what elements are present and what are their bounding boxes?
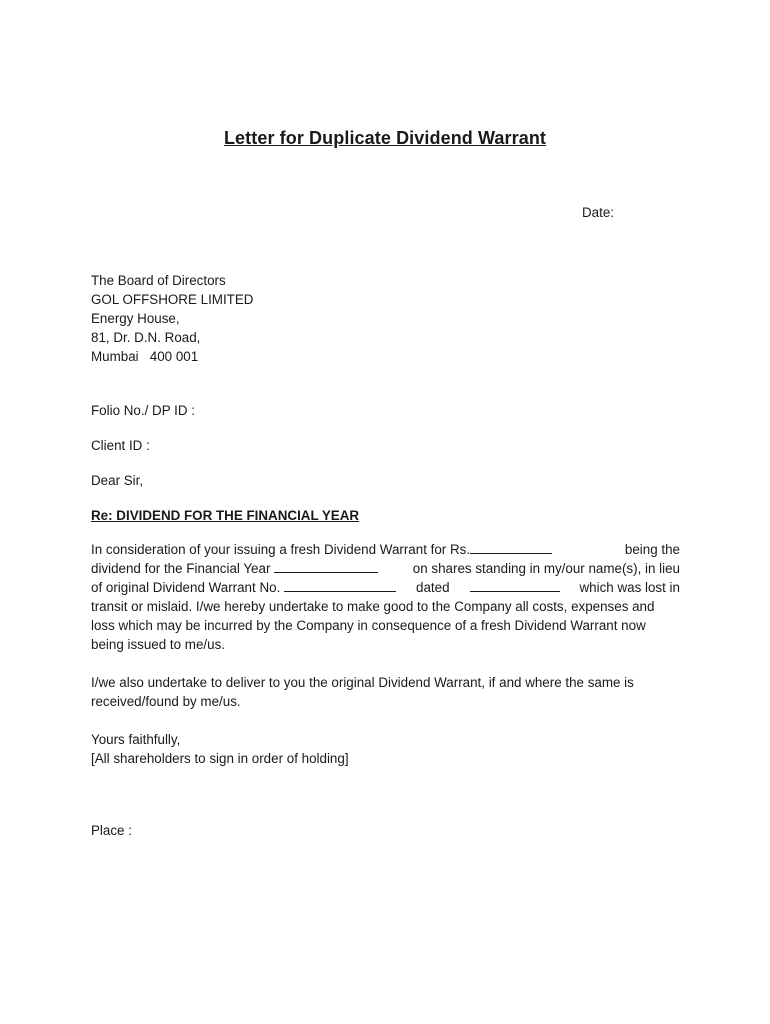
paragraph-line: [91, 673, 680, 692]
warrant-number-blank: [284, 578, 396, 592]
dated-blank: [470, 578, 560, 592]
paragraph-text: being issued to me/us.: [91, 637, 225, 652]
address-line-4: 81, Dr. D.N. Road,: [91, 330, 201, 345]
salutation: Dear Sir,: [91, 473, 144, 488]
subject-line: Re: DIVIDEND FOR THE FINANCIAL YEAR: [91, 508, 360, 523]
closing-line-1: Yours faithfully,: [91, 732, 181, 747]
recipient-address: [91, 271, 253, 366]
document-title: Letter for Duplicate Dividend Warrant: [223, 128, 547, 148]
paragraph-text: I/we also undertake to deliver to you the original Dividend Warrant, if and where the same is: [91, 675, 634, 690]
paragraph-text: which was lost in: [579, 580, 680, 595]
date-label: Date:: [582, 205, 615, 220]
paragraph-line: [91, 540, 680, 559]
paragraph-text: of original Dividend Warrant No.: [91, 580, 281, 595]
paragraph-line: [91, 559, 680, 578]
paragraph-text: received/found by me/us.: [91, 694, 241, 709]
client-id-label: Client ID :: [91, 438, 150, 453]
paragraph-text: on shares standing in my/our name(s), in lieu: [412, 561, 680, 576]
paragraph-line: [91, 597, 680, 616]
paragraph-text: dividend for the Financial Year: [91, 561, 271, 576]
closing-line-2: [All shareholders to sign in order of holding]: [91, 751, 349, 766]
amount-blank: [470, 540, 552, 554]
paragraph-line: [91, 692, 680, 711]
address-line-2: GOL OFFSHORE LIMITED: [91, 292, 254, 307]
address-line-1: The Board of Directors: [91, 273, 226, 288]
paragraph-text: dated: [416, 580, 450, 595]
address-line-5: Mumbai 400 001: [91, 349, 199, 364]
undertaking-paragraph: [91, 540, 680, 654]
paragraph-text: loss which may be incurred by the Company in consequence of a fresh Dividend Warrant now: [91, 618, 646, 633]
paragraph-text: transit or mislaid. I/we hereby undertake to make good to the Company all costs, expenses and: [91, 599, 655, 614]
paragraph-text: In consideration of your issuing a fresh Dividend Warrant for Rs.: [91, 542, 471, 557]
paragraph-line: [91, 635, 680, 654]
paragraph-line: [91, 616, 680, 635]
financial-year-blank: [274, 559, 378, 573]
paragraph-line: [91, 578, 680, 597]
folio-label: Folio No./ DP ID :: [91, 403, 195, 418]
closing: [91, 730, 349, 768]
address-line-3: Energy House,: [91, 311, 180, 326]
paragraph-text: being the: [624, 542, 680, 557]
place-label: Place :: [91, 823, 132, 838]
delivery-paragraph: [91, 673, 680, 711]
